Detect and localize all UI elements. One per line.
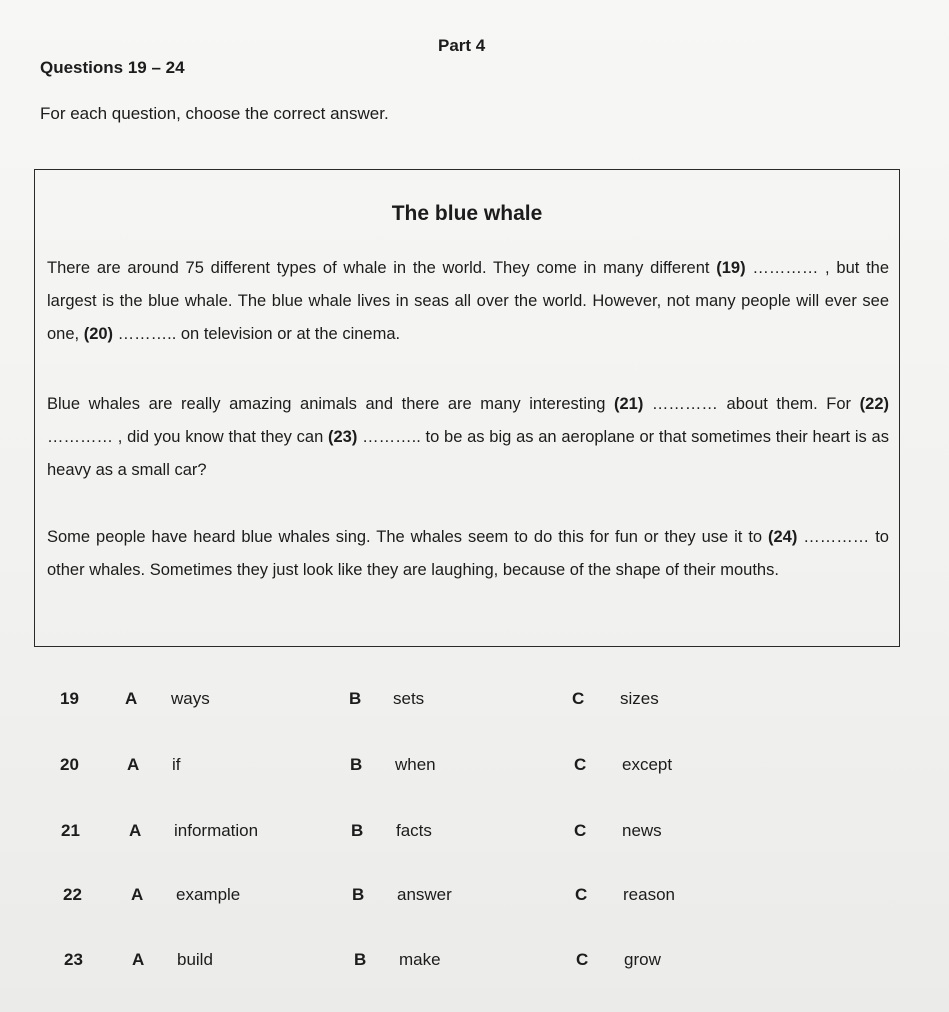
paragraph-3 [47,521,889,587]
question-number: 23 [64,950,83,969]
option-c-label[interactable]: C [576,950,589,969]
option-a-text[interactable]: example [176,885,241,904]
text-segment: ………… about them. For [643,395,860,413]
option-b-label[interactable]: B [349,689,362,708]
option-c-text[interactable]: sizes [620,689,659,708]
option-b-text[interactable]: answer [397,885,452,904]
text-segment: ………… , did you know that they can [47,428,329,446]
option-a-label[interactable]: A [132,950,145,969]
answer-row-20 [0,755,949,785]
paragraph-2 [47,388,889,487]
option-c-label[interactable]: C [575,885,588,904]
option-c-text[interactable]: news [622,821,662,840]
reading-text-box [34,169,900,647]
text-segment: ………… , but the largest is the blue whale. The blue whale lives in seas all over the world. However, not many people will ever see one, [47,259,890,343]
option-b-label[interactable]: B [354,950,367,969]
option-a-text[interactable]: if [172,755,181,774]
option-a-text[interactable]: information [174,821,259,840]
option-b-text[interactable]: sets [393,689,425,708]
gap-19: (19) [716,259,746,277]
option-b-label[interactable]: B [350,755,363,774]
gap-24: (24) [768,528,798,546]
answer-row-21 [0,821,949,851]
answer-row-23 [0,950,949,980]
question-number: 22 [63,885,82,904]
text-segment: Blue whales are really amazing animals and there are many interesting [47,395,614,413]
part-title: Part 4 [438,36,486,55]
answer-row-19 [0,689,949,719]
question-number: 19 [60,689,79,708]
option-b-text[interactable]: facts [396,821,432,840]
option-b-text[interactable]: make [399,950,441,969]
gap-20: (20) [83,325,114,343]
option-c-text[interactable]: grow [624,950,661,969]
option-c-label[interactable]: C [574,821,587,840]
option-b-text[interactable]: when [395,755,436,774]
questions-range: Questions 19 – 24 [40,58,185,77]
option-b-label[interactable]: B [352,885,365,904]
text-segment: Some people have heard blue whales sing. The whales seem to do this for fun or they use it to [47,528,769,546]
option-c-label[interactable]: C [574,755,587,774]
instruction-text: For each question, choose the correct answer. [40,104,389,123]
paragraph-1 [47,252,889,351]
answer-row-22 [0,885,949,915]
option-a-label[interactable]: A [125,689,138,708]
gap-22: (22) [859,395,889,413]
gap-21: (21) [613,395,644,413]
option-c-text[interactable]: reason [623,885,675,904]
gap-23: (23) [328,428,358,446]
question-number: 21 [61,821,80,840]
text-segment: ……….. to be as big as an aeroplane or that sometimes their heart is as heavy as a small car? [47,428,889,479]
option-a-label[interactable]: A [129,821,142,840]
option-a-label[interactable]: A [127,755,140,774]
option-c-text[interactable]: except [622,755,673,774]
text-segment: ……….. on television or at the cinema. [113,325,401,343]
option-c-label[interactable]: C [572,689,585,708]
text-segment: There are around 75 different types of whale in the world. They come in many different [47,259,717,277]
option-a-text[interactable]: build [177,950,213,969]
text-title: The blue whale [391,202,543,225]
option-a-text[interactable]: ways [171,689,210,708]
question-number: 20 [60,755,79,774]
option-a-label[interactable]: A [131,885,144,904]
text-segment: ………… to other whales. Sometimes they just look like they are laughing, because of the shape of their mouths. [47,528,889,579]
option-b-label[interactable]: B [351,821,364,840]
